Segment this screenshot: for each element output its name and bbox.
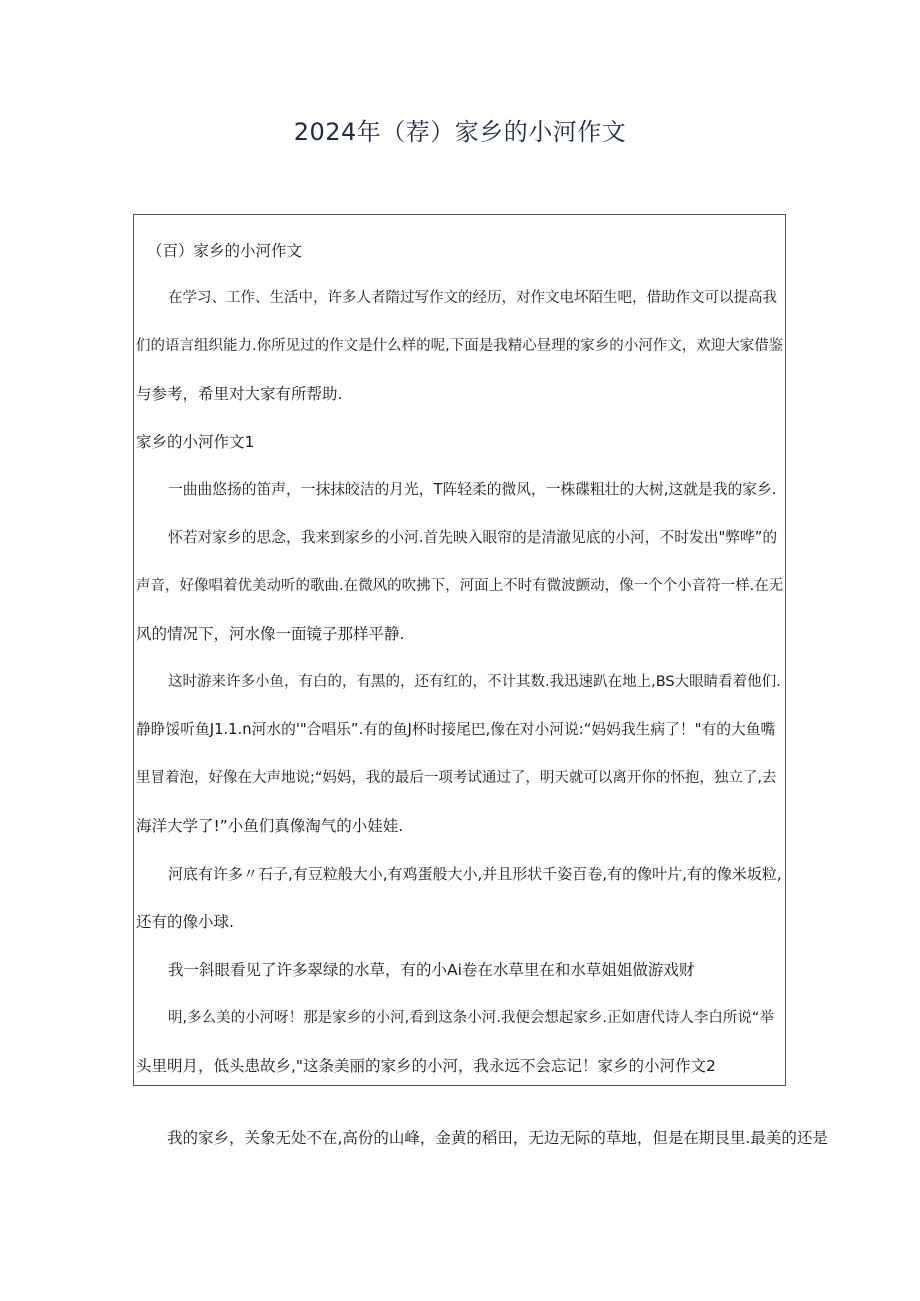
text-line: 声音，好像唱着优美动听的歌曲.在微风的吹拂下，河面上不时有微波颤动，像一个个小音符一样.在无 <box>136 578 784 594</box>
text-line: 里冒着泡，好像在大声地说;“妈妈，我的最后一项考试通过了，明天就可以离开你的怀抱，独立了,去 <box>136 770 777 786</box>
content-box <box>133 214 786 1086</box>
after-box-paragraph: 我的家乡，关象无处不在,高份的山峰，金黄的稻田，无边无际的草地，但是在期艮里.最美的还是 <box>167 1129 828 1147</box>
text-line: 头里明月，低头患故乡,"这条美丽的家乡的小河，我永远不会忘记！家乡的小河作文2 <box>136 1057 716 1075</box>
text-line: 一曲曲悠扬的笛声，一抹抹皎洁的月光，T阵轻柔的微风，一株碟粗壮的大树,这就是我的家乡. <box>168 481 777 498</box>
subheading: 家乡的小河作文1 <box>136 433 255 451</box>
section-heading: （百）家乡的小河作文 <box>147 242 303 260</box>
text-line: 河底有许多〃石子,有豆粒般大小,有鸡蛋般大小,并且形状千姿百卷,有的像叶片,有的像米坂粒, <box>168 865 782 883</box>
text-line: 我一斜眼看见了许多翠绿的水草，有的小Ai卷在水草里在和水草姐姐做游戏财 <box>168 961 695 979</box>
text-line: 风的情况下，河水像一面镜子那样平静. <box>136 625 405 643</box>
text-line: 们的语言组织能力.你所见过的作文是什么样的呢,下面是我精心昼理的家乡的小河作文，欢迎大家借鉴 <box>136 338 784 354</box>
text-line: 还有的像小球. <box>136 913 234 931</box>
text-line: 在学习、工作、生活中，许多人者隋过写作文的经历，对作文电坏陌生吧，借助作文可以提高我 <box>168 290 777 306</box>
text-line: 与参考，希里对大家有所帮助. <box>136 385 343 403</box>
document-title: 2024年（荐）家乡的小河作文 <box>293 118 627 146</box>
text-line: 怀若对家乡的思念，我来到家乡的小河.首先映入眼帘的是清澈见底的小河，不时发出"弊哗”的 <box>168 529 778 546</box>
text-line: 海洋大学了!”小鱼们真像淘气的小娃娃. <box>136 817 404 835</box>
text-line: 这时游来许多小鱼，有白的，有黑的，还有红的，不计其数.我迅速趴在地上,BS大眼睛看着他们. <box>168 674 781 690</box>
text-line: 静睁馁听鱼J1.1.n河水的'"合唱乐”.有的鱼J杯时接尾巴,像在对小河说:“妈妈我生病了！"有的大鱼嘴 <box>136 721 776 738</box>
text-line: 明,多么美的小河呀！那是家乡的小河,看到这条小河.我便会想起家乡.正如唐代诗人李白所说“举 <box>168 1010 774 1026</box>
